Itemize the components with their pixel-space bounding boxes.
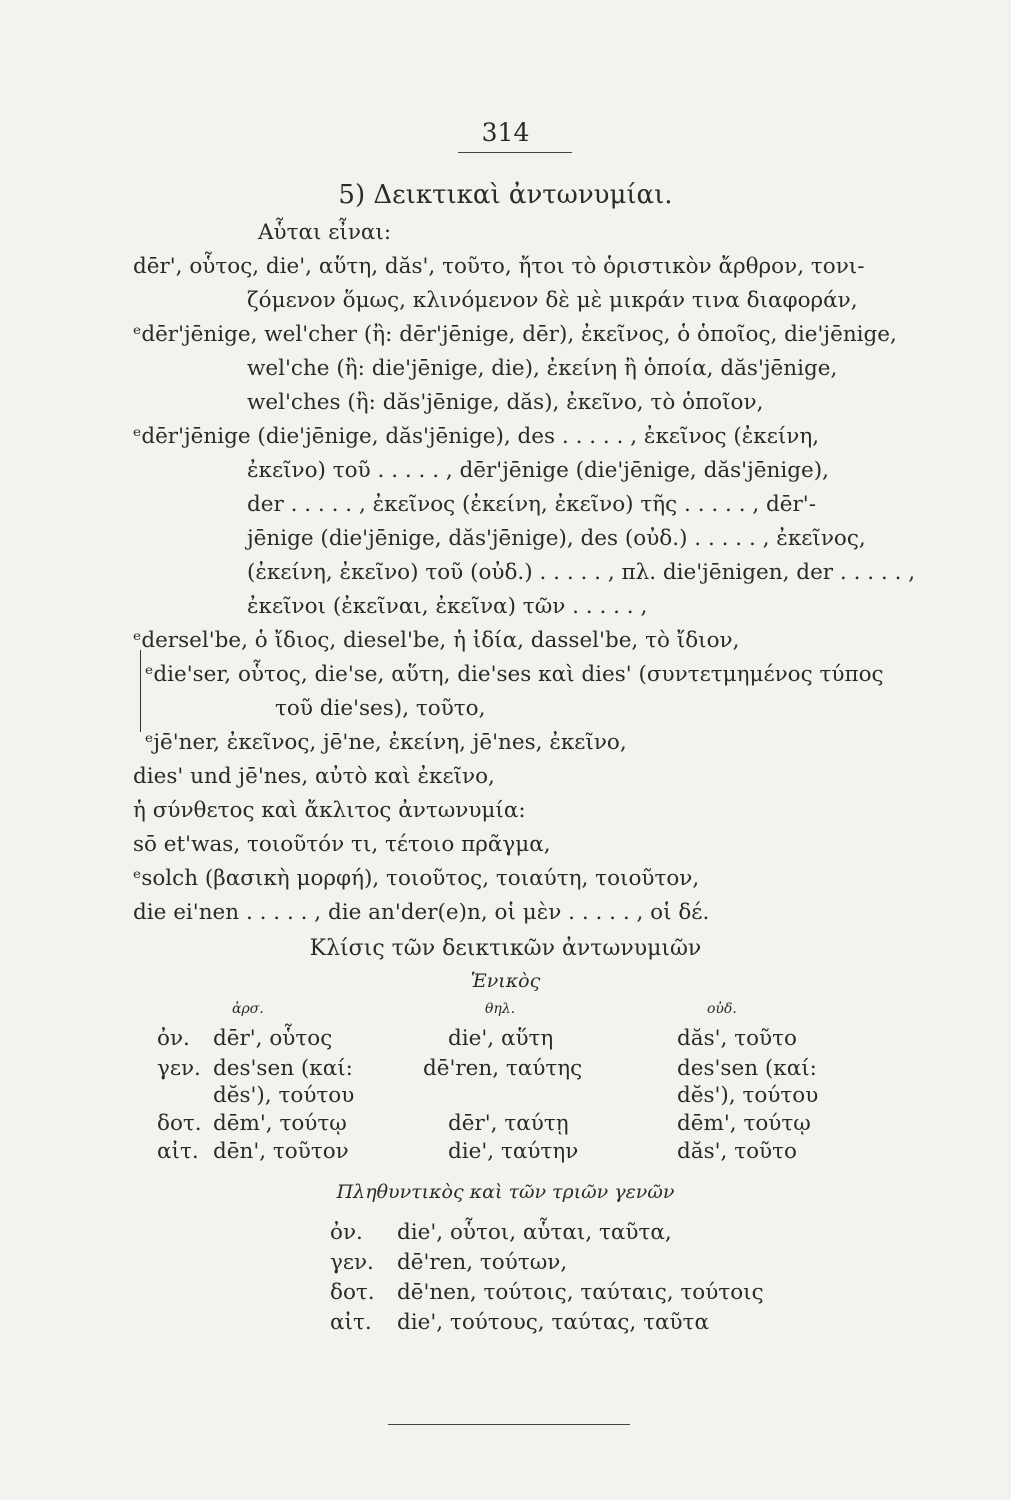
col-header-feminine: θηλ. [485,1001,516,1017]
text-line: wel'che (ἢ: die'jēnige, die), ἐκείνη ἢ ὁποία, dăs'jēnige, [247,356,838,381]
text-line: dies' und jē'nes, αὐτὸ καὶ ἐκεῖνο, [133,764,495,789]
case-label: αἰτ. [330,1310,372,1335]
text-line: ᵉdēr'jēnige (die'jēnige, dăs'jēnige), des . . . . . , ἐκεῖνος (ἐκείνη, [133,424,820,449]
case-label: δοτ. [330,1280,375,1305]
table-title: Κλίσις τῶν δεικτικῶν ἀντωνυμιῶν [309,936,702,961]
text-line: sō et'was, τοιοῦτόν τι, τέτοιο πρᾶγμα, [133,832,551,857]
text-line: jēnige (die'jēnige, dăs'jēnige), des (οὐδ.) . . . . . , ἐκεῖνος, [247,526,866,551]
col-header-masculine: ἀρσ. [232,1001,264,1017]
text-line: Αὗται εἶναι: [258,220,392,245]
neuter-form: des'sen (καί: [677,1056,817,1081]
neuter-form: dĕs'), τούτου [677,1083,819,1108]
text-line: wel'ches (ἢ: dăs'jēnige, dăs), ἐκεῖνο, τὸ ὁποῖον, [247,390,764,415]
case-label: γεν. [157,1056,201,1081]
masculine-form: dēn', τοῦτον [213,1139,349,1164]
feminine-form: dēr', ταύτῃ [448,1111,569,1136]
case-label: ὀν. [157,1026,190,1051]
feminine-form: die', αὕτη [448,1026,554,1051]
text-line: (ἐκείνη, ἐκεῖνο) τοῦ (οὐδ.) . . . . . , πλ. die'jēnigen, der . . . . . , [247,560,916,585]
text-line: der . . . . . , ἐκεῖνος (ἐκείνη, ἐκεῖνο) τῆς . . . . . , dēr'- [247,492,816,517]
text-line: ᵉdie'ser, οὗτος, die'se, αὕτη, die'ses καὶ dies' (συντετμημένος τύπος [145,662,884,687]
feminine-form: die', ταύτην [448,1139,579,1164]
case-label: ὀν. [330,1220,363,1245]
neuter-form: dăs', τοῦτο [677,1139,797,1164]
text-line: ᵉjē'ner, ἐκεῖνος, jē'ne, ἐκείνη, jē'nes, ἐκεῖνο, [145,730,627,755]
masculine-form: des'sen (καί: [213,1056,353,1081]
case-label: γεν. [330,1250,374,1275]
plural-form: die', οὗτοι, αὗται, ταῦτα, [397,1220,672,1245]
col-header-neuter: οὐδ. [707,1001,737,1017]
case-label: δοτ. [157,1111,202,1136]
plural-form: dē'ren, τούτων, [397,1250,568,1275]
text-line: dēr', οὗτος, die', αὕτη, dăs', τοῦτο, ἤτοι τὸ ὁριστικὸν ἄρθρον, τονι- [133,254,865,279]
masculine-form: dēr', οὗτος [213,1026,333,1051]
case-label: αἰτ. [157,1139,199,1164]
bottom-rule [388,1424,630,1425]
plural-title: Πληθυντικὸς καὶ τῶν τριῶν γενῶν [336,1181,675,1203]
text-line: ᵉdersel'be, ὁ ἴδιος, diesel'be, ἡ ἰδία, dassel'be, τὸ ἴδιον, [133,628,740,653]
top-rule [458,152,572,153]
masculine-form: dēm', τούτῳ [213,1111,347,1136]
text-line: τοῦ die'ses), τοῦτο, [275,696,486,721]
singular-title: Ἑνικὸς [470,970,541,992]
plural-form: dē'nen, τούτοις, ταύταις, τούτοις [397,1280,764,1305]
text-line: ἡ σύνθετος καὶ ἄκλιτος ἀντωνυμία: [133,798,526,823]
text-line: ᵉsolch (βασικὴ μορφή), τοιοῦτος, τοιαύτη, τοιοῦτον, [133,866,700,891]
text-line: ᵉdēr'jēnige, wel'cher (ἢ: dēr'jēnige, dēr), ἐκεῖνος, ὁ ὁποῖος, die'jēnige, [133,322,897,347]
text-line: ζόμενον ὅμως, κλινόμενον δὲ μὲ μικράν τινα διαφοράν, [247,288,858,313]
masculine-form: dĕs'), τούτου [213,1083,355,1108]
section-heading: 5) Δεικτικαὶ ἀντωνυμίαι. [338,180,673,210]
text-line: ἐκεῖνοι (ἐκεῖναι, ἐκεῖνα) τῶν . . . . . , [247,594,648,619]
text-line: die ei'nen . . . . . , die an'der(e)n, οἱ μὲν . . . . . , οἱ δέ. [133,900,710,925]
neuter-form: dēm', τούτῳ [677,1111,811,1136]
page-number: 314 [481,118,530,147]
text-line: ἐκεῖνο) τοῦ . . . . . , dēr'jēnige (die'jēnige, dăs'jēnige), [247,458,829,483]
neuter-form: dăs', τοῦτο [677,1026,797,1051]
plural-form: die', τούτους, ταύτας, ταῦτα [397,1310,709,1335]
feminine-form: dē'ren, ταύτης [423,1056,583,1081]
